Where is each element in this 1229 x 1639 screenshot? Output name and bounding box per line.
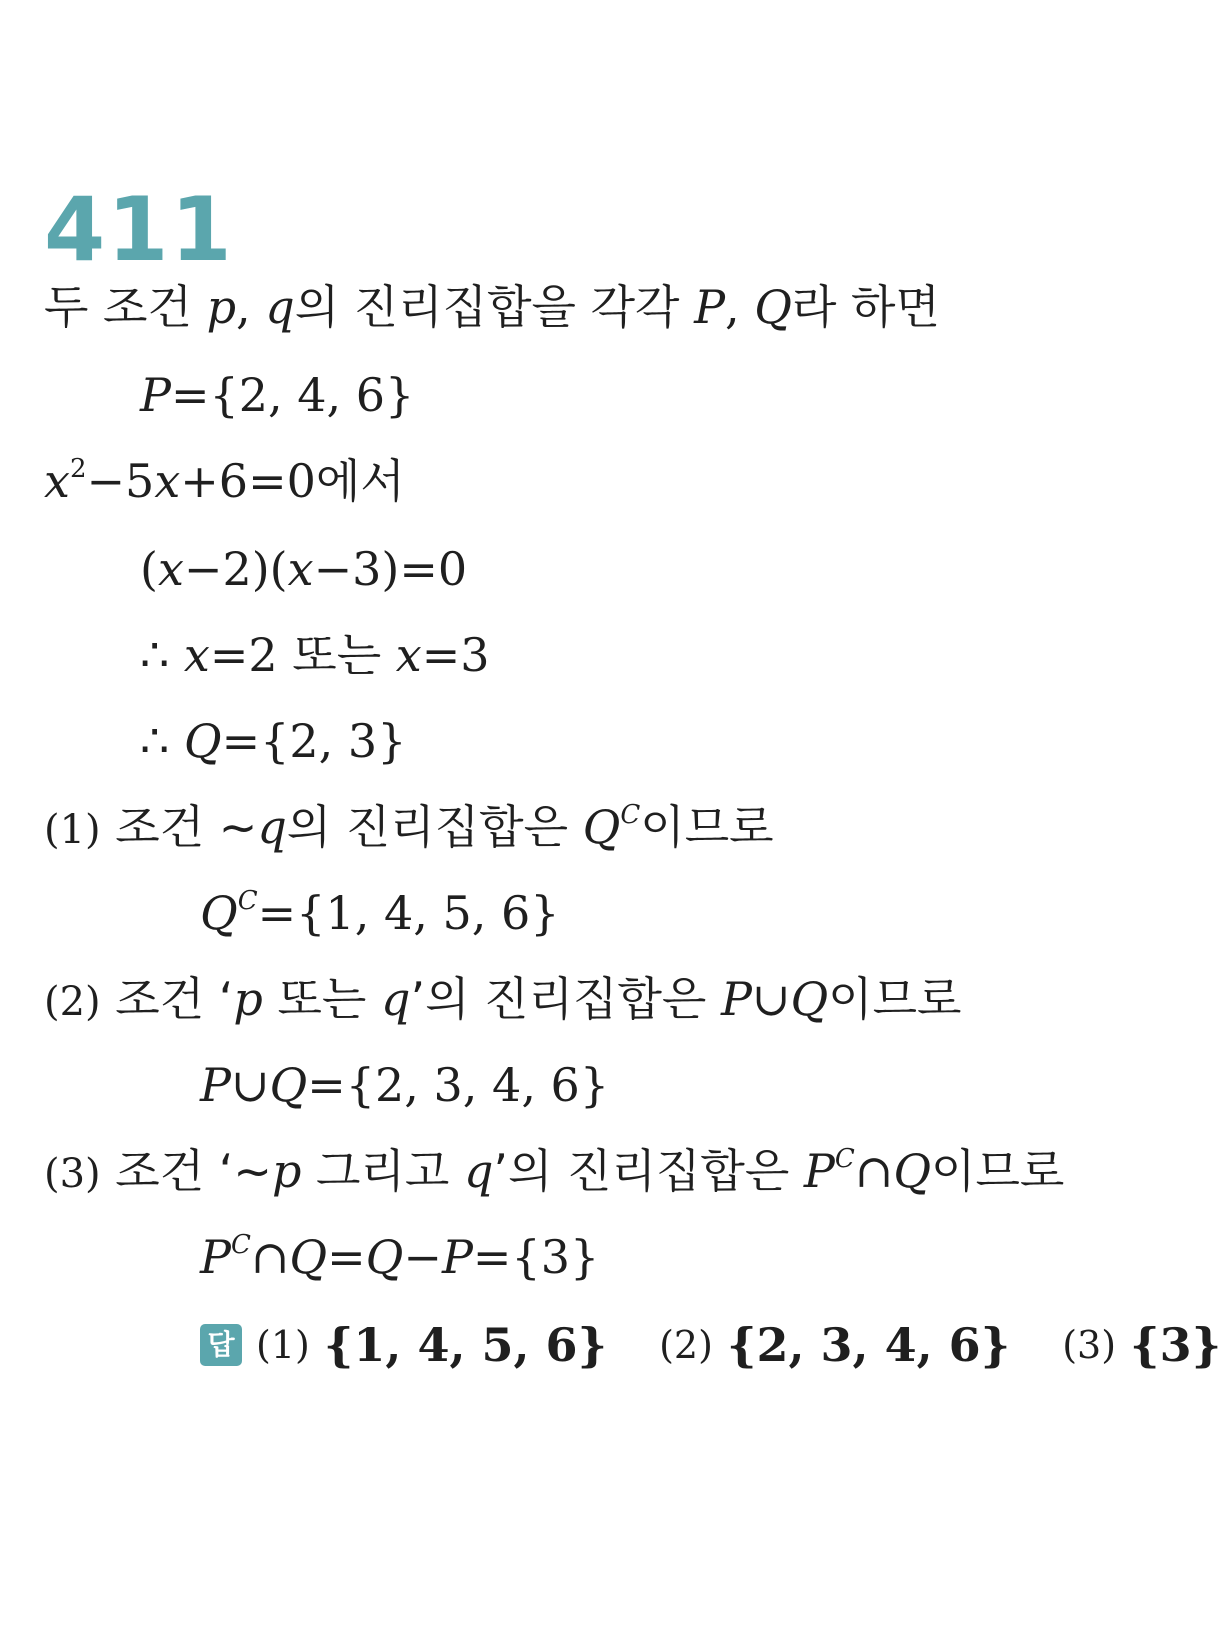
part1-b: 의 진리집합은 — [286, 800, 583, 854]
part1-label: (1) — [44, 807, 101, 853]
intro-text-a: 두 조건 — [44, 280, 207, 334]
part3-result-eq: = — [327, 1230, 366, 1284]
part2-a: 조건 ‘ — [100, 972, 234, 1026]
part2-result-line — [200, 1058, 610, 1112]
part1-result-value: ={1, 4, 5, 6} — [257, 886, 560, 940]
part2-p: p — [233, 972, 263, 1026]
part3-b: 그리고 — [301, 1144, 464, 1198]
part1-result-line — [200, 886, 560, 940]
set-p-line — [140, 368, 415, 422]
answer-value-2: {2, 3, 4, 6} — [726, 1318, 1011, 1372]
part3-result-P2: P — [441, 1230, 473, 1284]
answer-value-1: {1, 4, 5, 6} — [323, 1318, 608, 1372]
intro-line — [44, 280, 940, 334]
part2-result-value: ={2, 3, 4, 6} — [307, 1058, 610, 1112]
roots-line — [140, 628, 490, 682]
part3-label: (3) — [44, 1151, 101, 1197]
part2-c: ’의 진리집합은 — [410, 972, 721, 1026]
eq-exponent: 2 — [69, 454, 87, 484]
part2-result-P: P — [200, 1058, 231, 1112]
intersection-symbol: ∩ — [854, 1144, 894, 1198]
eq-x2: x — [154, 454, 181, 508]
part3-P: P — [803, 1144, 835, 1198]
part3-result-cap: ∩ — [250, 1230, 290, 1284]
eq-rest2: +6=0 — [180, 454, 316, 508]
part3-result-Q: Q — [289, 1230, 328, 1284]
answer-label-2: (2) — [659, 1323, 713, 1367]
roots-b: =3 — [421, 628, 490, 682]
part1-line — [44, 800, 774, 854]
part1-result-complement: C — [237, 886, 258, 916]
part3-Q: Q — [893, 1144, 932, 1198]
part1-Q: Q — [582, 800, 621, 854]
part1-q: q — [257, 800, 287, 854]
part2-b: 또는 — [262, 972, 381, 1026]
intro-text-e: 라 하면 — [792, 280, 940, 334]
eq-x: x — [44, 454, 70, 508]
problem-number: 411 — [44, 178, 234, 281]
part3-result-complement: C — [230, 1230, 251, 1260]
intro-text-d: , — [725, 280, 755, 334]
factor-x2: x — [287, 542, 314, 596]
part3-c: ’의 진리집합은 — [493, 1144, 804, 1198]
part3-result-minus: − — [403, 1230, 442, 1284]
part1-complement: C — [620, 800, 641, 830]
part3-result-line — [200, 1230, 600, 1284]
answer-badge: 답 — [200, 1324, 242, 1366]
part2-line — [44, 972, 962, 1026]
part3-q: q — [463, 1144, 494, 1198]
part3-result-P: P — [200, 1230, 231, 1284]
eq-suffix: 에서 — [315, 454, 405, 508]
intro-text-c: 의 진리집합을 각각 — [294, 280, 695, 334]
union-symbol: ∪ — [751, 972, 791, 1026]
part3-complement: C — [834, 1144, 855, 1174]
set-p-var: P — [140, 368, 171, 422]
var-P: P — [694, 280, 726, 334]
set-q-value: ={2, 3} — [221, 714, 407, 768]
part2-result-Q: Q — [269, 1058, 308, 1112]
factor-c: −3)=0 — [313, 542, 468, 596]
var-q: q — [265, 280, 295, 334]
part3-result-Q2: Q — [365, 1230, 404, 1284]
var-p: p — [206, 280, 237, 334]
answer-line — [200, 1318, 1222, 1372]
part2-result-union: ∪ — [230, 1058, 270, 1112]
answer-label-3: (3) — [1062, 1323, 1117, 1367]
roots-or: 또는 — [292, 628, 396, 682]
part1-a: 조건 ~ — [100, 800, 258, 854]
set-q-var: Q — [183, 714, 222, 768]
part1-c: 이므로 — [640, 800, 774, 854]
answer-label-1: (1) — [256, 1323, 310, 1367]
roots-x: x — [183, 628, 210, 682]
part3-a: 조건 ‘~ — [100, 1144, 272, 1198]
set-q-line — [140, 714, 407, 768]
roots-x2: x — [395, 628, 422, 682]
therefore-symbol-2: ∴ — [140, 714, 184, 768]
set-p-value: ={2, 4, 6} — [170, 368, 415, 422]
part2-label: (2) — [44, 979, 101, 1025]
part2-d: 이므로 — [828, 972, 962, 1026]
factor-b: −2)( — [183, 542, 288, 596]
part2-q: q — [381, 972, 411, 1026]
part2-Q: Q — [790, 972, 829, 1026]
part3-result-value: ={3} — [472, 1230, 600, 1284]
factor-a: ( — [140, 542, 158, 596]
var-Q: Q — [754, 280, 792, 334]
factor-line — [140, 542, 468, 596]
part3-d: 이므로 — [931, 1144, 1065, 1198]
part1-result-Q: Q — [200, 886, 238, 940]
part3-line — [44, 1144, 1065, 1198]
eq-rest: −5 — [86, 454, 155, 508]
part3-p: p — [271, 1144, 302, 1198]
answer-value-3: {3} — [1130, 1318, 1222, 1372]
equation-line — [44, 454, 405, 508]
therefore-symbol: ∴ — [140, 628, 184, 682]
intro-text-b: , — [236, 280, 266, 334]
factor-x: x — [157, 542, 184, 596]
roots-a: =2 — [209, 628, 293, 682]
part2-P: P — [720, 972, 752, 1026]
